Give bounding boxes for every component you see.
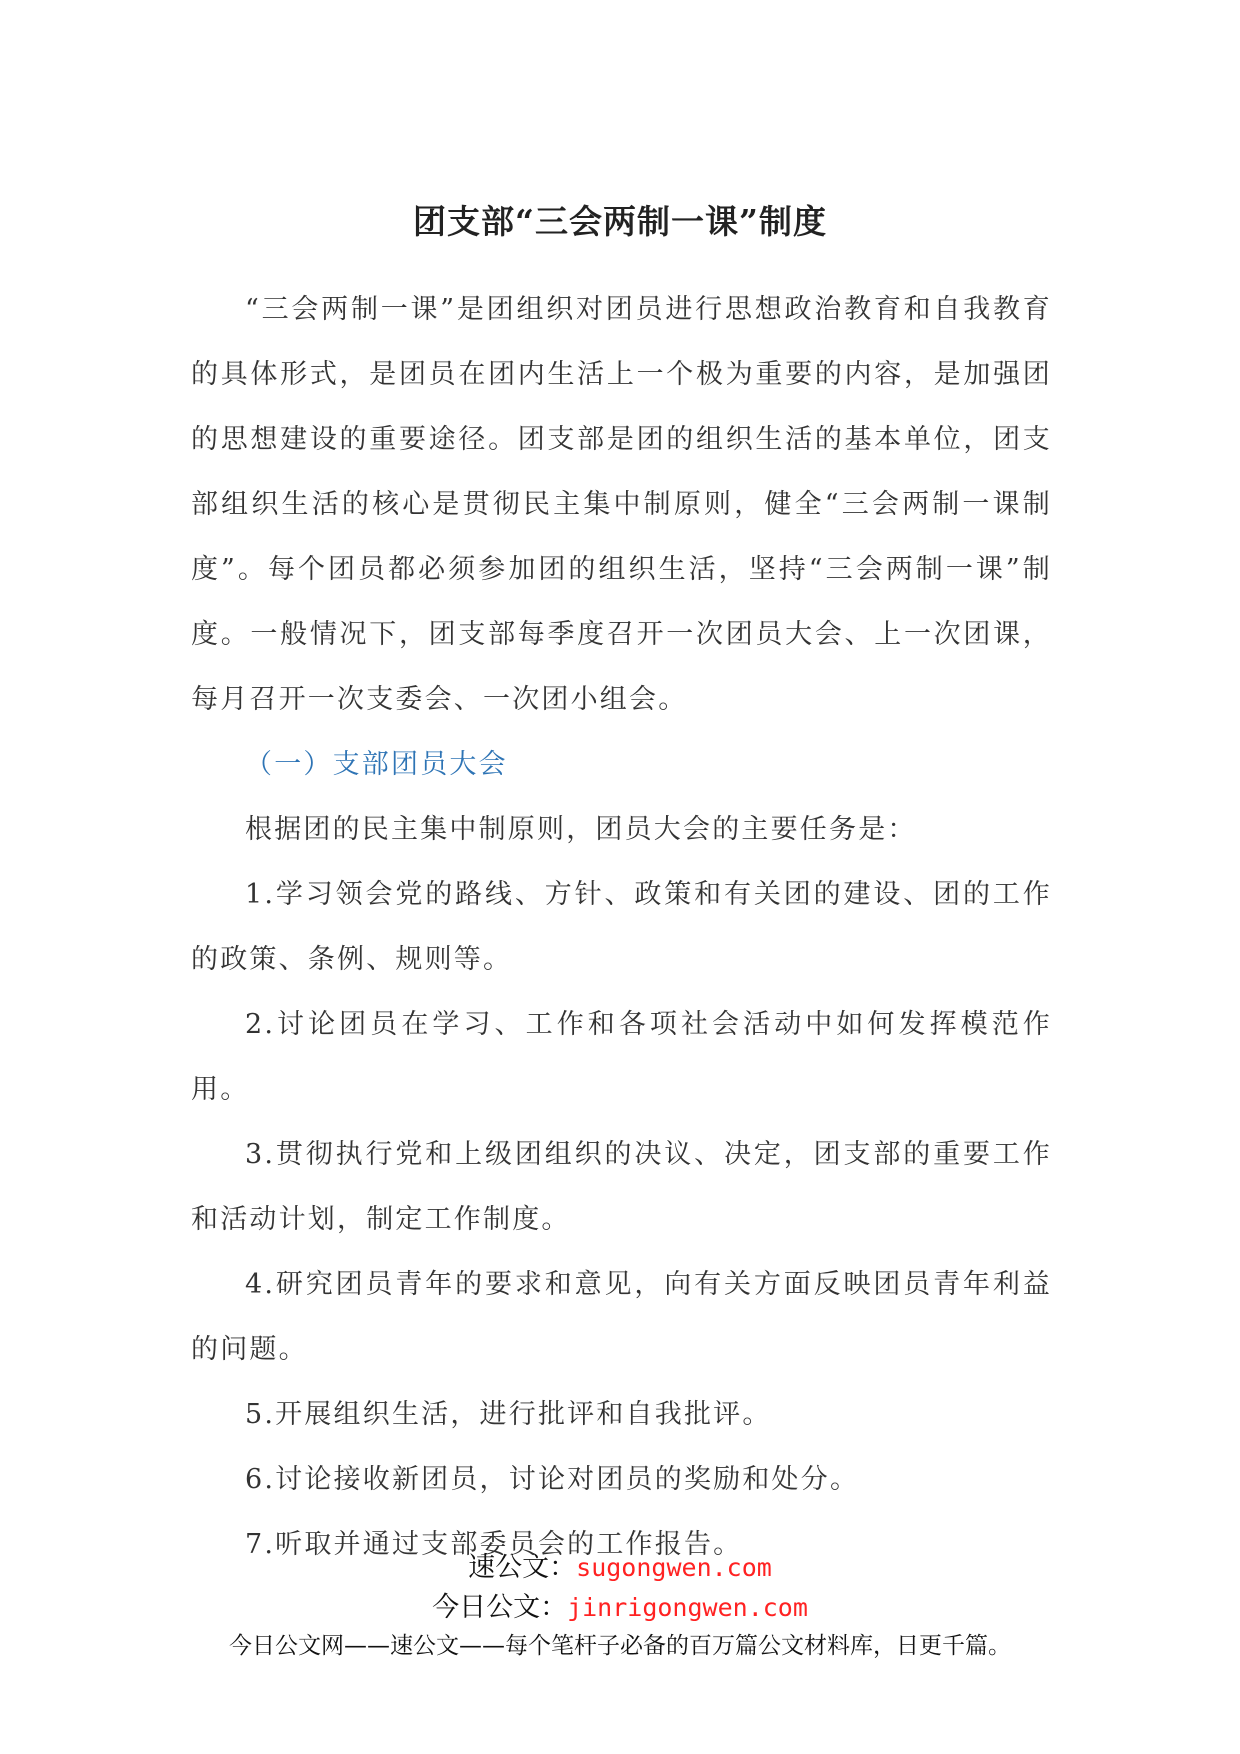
footer-jinrigongwen-label: 今日公文： [432,1592,568,1623]
footer-sugongwen-label: 速公文： [468,1552,577,1583]
document-title: 团支部“三会两制一课”制度 [413,202,827,241]
footer-sugongwen [0,1545,1240,1584]
list-item-5: 5.开展组织生活，进行批评和自我批评。 [245,1399,772,1430]
list-item-4: 4.研究团员青年的要求和意见，向有关方面反映团员青年利益的问题。 [191,1269,1052,1365]
intro-paragraph: “三会两制一课”是团组织对团员进行思想政治教育和自我教育的具体形式，是团员在团内生活上一个极为重要的内容，是加强团的思想建设的重要途径。团支部是团的组织生活的基本单位，团支部组织生活的核心是贯彻民主集中制原则，健全“三会两制一课制度”。每个团员都必须参加团的组织生活，坚持“三会两制一课”制度。一般情况下，团支部每季度召开一次团员大会、上一次团课，每月召开一次支委会、一次团小组会。 [191,294,1052,715]
list-item-7: 7.听取并通过支部委员会的工作报告。 [245,1529,743,1560]
list-item-2: 2.讨论团员在学习、工作和各项社会活动中如何发挥模范作用。 [191,1009,1052,1105]
list-item-3: 3.贯彻执行党和上级团组织的决议、决定，团支部的重要工作和活动计划，制定工作制度。 [191,1139,1052,1235]
section-heading: （一）支部团员大会 [245,749,508,780]
footer-jinrigongwen-link[interactable]: jinrigongwen.com [567,1593,808,1622]
footer-jinrigongwen [0,1585,1240,1624]
footer-slogan: 今日公文网——速公文——每个笔杆子必备的百万篇公文材料库，日更千篇。 [229,1633,1011,1659]
list-item-1: 1.学习领会党的路线、方针、政策和有关团的建设、团的工作的政策、条例、规则等。 [191,879,1052,975]
document-body [191,277,1052,1577]
footer-sugongwen-link[interactable]: sugongwen.com [576,1553,772,1582]
list-item-6: 6.讨论接收新团员，讨论对团员的奖励和处分。 [245,1464,860,1495]
section-lead: 根据团的民主集中制原则，团员大会的主要任务是： [245,814,917,845]
